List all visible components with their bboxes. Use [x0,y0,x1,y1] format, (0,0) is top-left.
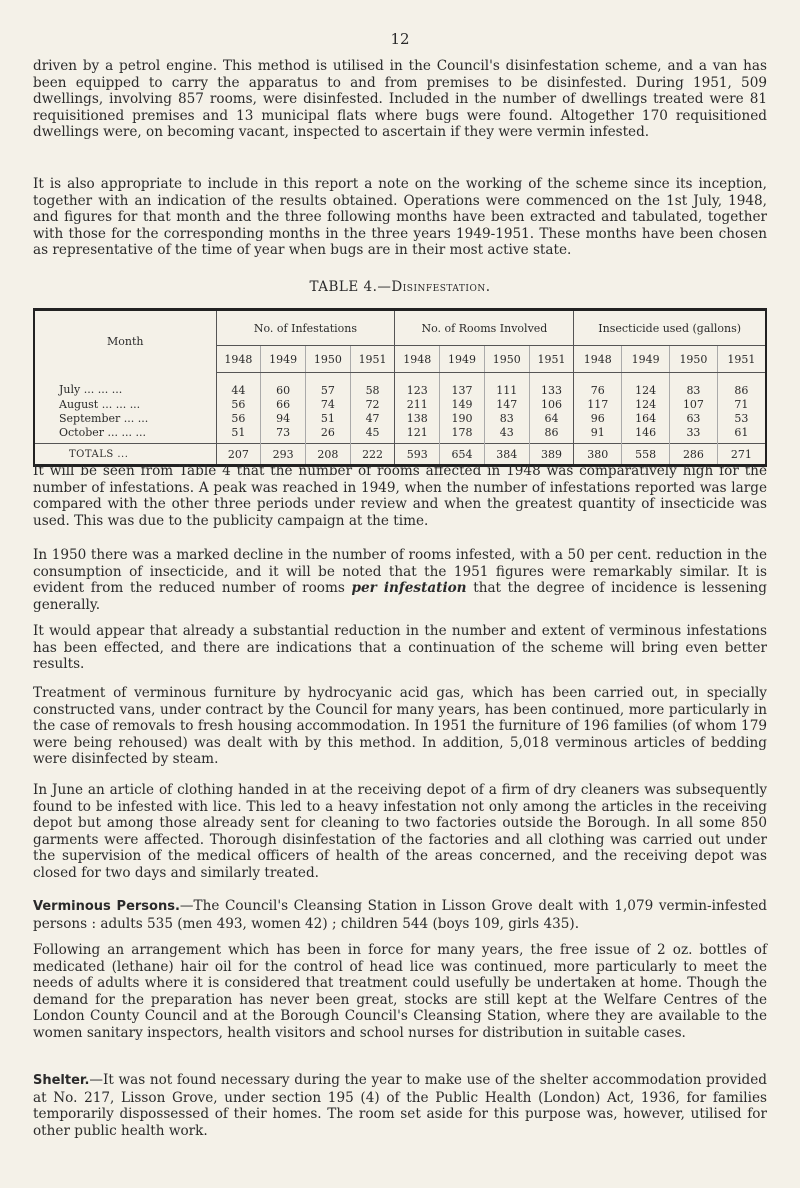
table-cell: 94 [261,411,306,425]
year-header: 1948 [216,346,261,373]
table-cell: 178 [440,425,485,444]
total-cell: 293 [261,444,306,466]
table-cell: 47 [350,411,395,425]
table-cell: 43 [484,425,529,444]
table-cell: 211 [395,397,440,411]
total-cell: 208 [305,444,350,466]
table-cell: 56 [216,411,261,425]
month-label: August ... ... ... [59,397,141,411]
header-insecticide: Insecticide used (gallons) [574,310,766,346]
header-rooms: No. of Rooms Involved [395,310,574,346]
table-cell: 146 [622,425,670,444]
table-cell: 86 [529,425,574,444]
year-header: 1950 [670,346,718,373]
year-header: 1948 [574,346,622,373]
heading-shelter: Shelter. [33,1073,90,1088]
paragraph-hair-oil: Following an arrangement which has been in force for many years, the free issue of 2 oz. bottles of medicated (lethane) hair oil for the control of head lice was continued, more particularly to meet the needs of adults where it is considered that treatment could usefully be undertaken at home. Though the demand for the preparation has never been great, stocks are still kept at the Welfare Centres of the London County Council and at the Borough Council's Cleansing Station, where they are available to the women sanitary inspectors, health visitors and school nurses for distribution in suitable cases. [33,942,767,1041]
table-cell: 107 [670,397,718,411]
paragraph-reduction: It would appear that already a substantial reduction in the number and extent of verminous infestations has been effected, and there are indications that a continuation of the scheme will bring even better results. [33,623,767,673]
table-cell: 137 [440,373,485,398]
total-cell: 380 [574,444,622,466]
total-cell: 271 [717,444,766,466]
table-cell: 64 [529,411,574,425]
year-header: 1949 [622,346,670,373]
table-cell: 124 [622,397,670,411]
disinfestation-table [33,308,767,467]
table-cell: 164 [622,411,670,425]
total-cell: 286 [670,444,718,466]
year-header: 1950 [305,346,350,373]
year-header: 1950 [484,346,529,373]
table-cell: 26 [305,425,350,444]
table-cell: 111 [484,373,529,398]
table-row [34,425,766,444]
para4-emphasis: per infestation [351,580,467,597]
year-header: 1949 [440,346,485,373]
table-cell: 149 [440,397,485,411]
table-cell: 73 [261,425,306,444]
table-cell: 56 [216,397,261,411]
para4-text-b: that the degree of incidence is lessening generally. [33,580,768,613]
table-cell: 45 [350,425,395,444]
page-number: 12 [390,30,410,48]
year-header: 1949 [261,346,306,373]
table-row [34,397,766,411]
table-cell: 83 [670,373,718,398]
total-cell: 207 [216,444,261,466]
header-infestations: No. of Infestations [216,310,395,346]
table-cell: 76 [574,373,622,398]
table-cell: 71 [717,397,766,411]
month-label: October ... ... ... [59,425,146,439]
para4-text-a: In 1950 there was a marked decline in the number of rooms infested, with a 50 per cent. reduction in the consumption of insecticide, and it will be noted that the 1951 figures were remarkably similar. It is evident from the reduced number of rooms [33,547,767,597]
table-row [34,411,766,425]
total-cell: 558 [622,444,670,466]
paragraph-scheme-inception: It is also appropriate to include in this report a note on the working of the scheme since its inception, together with an indication of the results obtained. Operations were commenced on the 1st July, 1948, and figures for that month and the three following months have been extracted and tabulated, together with those for the corresponding months in the three years 1949-1951. These months have been chosen as representative of the time of year when bugs are in their most active state. [33,176,767,259]
table-cell: 123 [395,373,440,398]
paragraph-disinfestation-van: driven by a petrol engine. This method is utilised in the Council's disinfestation scheme, and a van has been equipped to carry the apparatus to and from premises to be disinfested. During 1951, 509 dwellings, involving 857 rooms, were disinfested. Included in the number of dwellings treated were 81 requisitioned premises and 13 municipal flats where bugs were found. Altogether 170 requisitioned dwellings were, on becoming vacant, inspected to ascertain if they were vermin infested. [33,58,767,141]
paragraph-1950-decline [33,547,767,613]
para10-body: —It was not found necessary during the year to make use of the shelter accommodation provided at No. 217, Lisson Grove, under section 195 (4) of the Public Health (London) Act, 1936, for families temporarily dispossessed of their homes. The room set aside for this purpose was, however, utilised for other public health work. [33,1072,767,1139]
table-title-main: Disinfestation. [391,279,491,295]
total-cell: 222 [350,444,395,466]
table-cell: 190 [440,411,485,425]
table-cell: 74 [305,397,350,411]
table-cell: 44 [216,373,261,398]
para8-body: —The Council's Cleansing Station in Lisson Grove dealt with 1,079 vermin-infested persons : adults 535 (men 493, women 42) ; children 544 (boys 109, girls 435). [33,898,767,932]
paragraph-table-discussion: It will be seen from Table 4 that the number of rooms affected in 1948 was comparatively high for the number of infestations. A peak was reached in 1949, when the number of infestations reported was large compared with the other three periods under review and when the greatest quantity of insecticide was used. This was due to the publicity campaign at the time. [33,463,767,529]
table-cell: 83 [484,411,529,425]
table-cell: 51 [216,425,261,444]
year-header: 1951 [529,346,574,373]
table-cell: 124 [622,373,670,398]
total-cell: 384 [484,444,529,466]
table-cell: 60 [261,373,306,398]
month-label: July ... ... ... [59,383,123,397]
table-cell: 121 [395,425,440,444]
table-cell: 61 [717,425,766,444]
table-cell: 33 [670,425,718,444]
table-title [0,279,800,295]
year-header: 1951 [350,346,395,373]
year-header: 1948 [395,346,440,373]
year-header: 1951 [717,346,766,373]
table-cell: 53 [717,411,766,425]
total-cell: 389 [529,444,574,466]
paragraph-furniture-treatment: Treatment of verminous furniture by hydrocyanic acid gas, which has been carried out, in specially constructed vans, under contract by the Council for many years, has been continued, more particularly in the case of removals to fresh housing accommodation. In 1951 the furniture of 196 families (of whom 179 were being rehoused) was dealt with by this method. In addition, 5,018 verminous articles of bedding were disinfected by steam. [33,685,767,768]
totals-label: TOTALS ... [34,444,216,466]
header-month: Month [107,335,144,349]
table-cell: 147 [484,397,529,411]
heading-verminous-persons: Verminous Persons. [33,899,180,914]
table-cell: 96 [574,411,622,425]
paragraph-shelter [33,1072,767,1139]
table-row [34,373,766,398]
total-cell: 654 [440,444,485,466]
table-cell: 133 [529,373,574,398]
table-cell: 106 [529,397,574,411]
paragraph-verminous-persons [33,898,767,932]
paragraph-clothing-lice: In June an article of clothing handed in at the receiving depot of a firm of dry cleaners was subsequently found to be infested with lice. This led to a heavy infestation not only among the articles in the receiving depot but among those already sent for cleaning to two factories outside the Borough. In all some 850 garments were affected. Thorough disinfestation of the factories and all clothing was carried out under the supervision of the medical officers of health of the areas concerned, and the receiving depot was closed for two days and similarly treated. [33,782,767,881]
table-cell: 86 [717,373,766,398]
table-cell: 91 [574,425,622,444]
table-cell: 63 [670,411,718,425]
table-cell: 72 [350,397,395,411]
table-cell: 138 [395,411,440,425]
total-cell: 593 [395,444,440,466]
table-cell: 51 [305,411,350,425]
month-label: September ... ... [59,411,149,425]
table-cell: 117 [574,397,622,411]
table-cell: 58 [350,373,395,398]
table-title-prefix: TABLE 4.— [309,279,392,295]
table-cell: 57 [305,373,350,398]
table-cell: 66 [261,397,306,411]
